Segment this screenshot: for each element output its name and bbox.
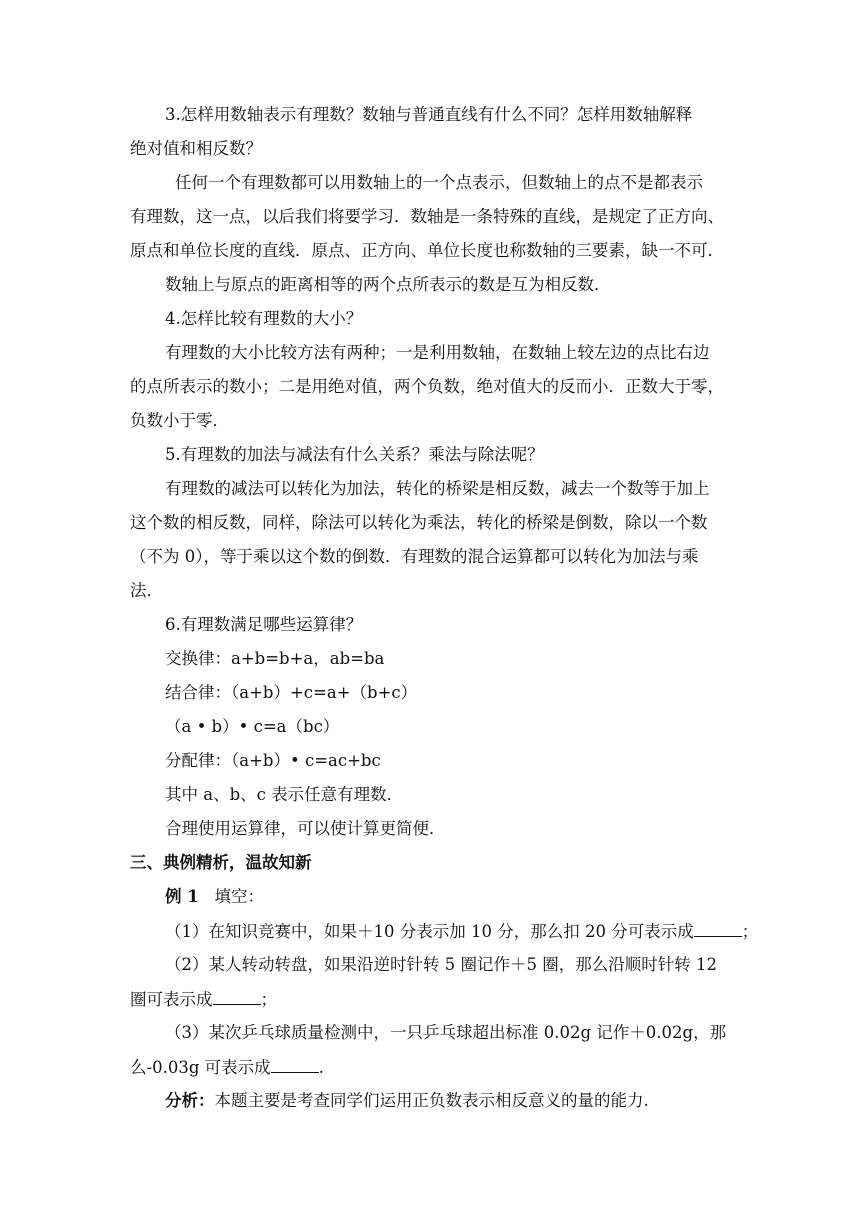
associative-law: 结合律：（a+b）+c=a+（b+c） bbox=[165, 683, 418, 702]
subquestion-2-text: 圈可表示成 bbox=[130, 990, 213, 1009]
answer-5-line-1: 有理数的减法可以转化为加法，转化的桥梁是相反数，减去一个数等于加上 bbox=[165, 479, 710, 498]
answer-4-line-2: 的点所表示的数小；二是用绝对值，两个负数，绝对值大的反而小．正数大于零， bbox=[130, 377, 724, 396]
answer-blank-2 bbox=[213, 988, 261, 1005]
subquestion-1 bbox=[165, 920, 765, 943]
question-3-line-2: 绝对值和相反数？ bbox=[130, 139, 262, 158]
example-1-text: 填空： bbox=[214, 887, 264, 906]
subquestion-2-end: ； bbox=[260, 990, 277, 1009]
answer-4-line-1: 有理数的大小比较方法有两种；一是利用数轴，在数轴上较左边的点比右边 bbox=[165, 343, 710, 362]
analysis-label: 分析： bbox=[165, 1091, 215, 1110]
answer-3-paragraph-2: 数轴上与原点的距离相等的两个点所表示的数是互为相反数． bbox=[165, 275, 611, 294]
law-note: 其中 a、b、c 表示任意有理数． bbox=[165, 785, 404, 804]
subquestion-1-end: ； bbox=[741, 922, 759, 941]
answer-4-line-3: 负数小于零． bbox=[130, 411, 229, 430]
question-3-line-1: 3.怎样用数轴表示有理数？数轴与普通直线有什么不同？怎样用数轴解释 bbox=[165, 105, 693, 124]
example-1-label: 例 1 bbox=[165, 887, 199, 906]
subquestion-2-line-1: （2）某人转动转盘，如果沿逆时针转 5 圈记作＋5 圈，那么沿顺时针转 12 bbox=[165, 955, 717, 974]
answer-3-paragraph-line-2: 有理数，这一点，以后我们将要学习．数轴是一条特殊的直线，是规定了正方向、 bbox=[130, 207, 724, 226]
answer-5-line-3: （不为 0），等于乘以这个数的倒数．有理数的混合运算都可以转化为加法与乘 bbox=[130, 547, 699, 566]
answer-3-paragraph-line-3: 原点和单位长度的直线．原点、正方向、单位长度也称数轴的三要素，缺一不可． bbox=[130, 241, 724, 260]
answer-blank-3 bbox=[271, 1056, 319, 1073]
subquestion-3-end: . bbox=[318, 1058, 324, 1077]
distributive-law: 分配律：（a+b）• c=ac+bc bbox=[165, 751, 381, 770]
subquestion-3-text: 么-0.03g 可表示成 bbox=[130, 1058, 271, 1077]
example-1 bbox=[165, 886, 765, 908]
commutative-law: 交换律：a+b=b+a，ab=ba bbox=[165, 649, 385, 668]
answer-3-paragraph-line-1: 任何一个有理数都可以用数轴上的一个点表示，但数轴上的点不是都表示 bbox=[175, 173, 703, 192]
answer-5-line-4: 法． bbox=[130, 581, 163, 600]
subquestion-2-line-2 bbox=[130, 988, 730, 1011]
subquestion-3-line-2 bbox=[130, 1056, 730, 1079]
answer-5-line-2: 这个数的相反数，同样，除法可以转化为乘法，转化的桥梁是倒数，除以一个数 bbox=[130, 513, 708, 532]
section-3-heading: 三、典例精析，温故知新 bbox=[130, 853, 312, 872]
law-usage-note: 合理使用运算律，可以使计算更简便． bbox=[165, 819, 446, 838]
question-5: 5.有理数的加法与减法有什么关系？乘法与除法呢？ bbox=[165, 445, 544, 464]
analysis bbox=[165, 1090, 765, 1112]
associative-law-multiplication: （a • b）• c=a（bc） bbox=[165, 717, 340, 736]
answer-blank-1 bbox=[694, 920, 742, 937]
question-4: 4.怎样比较有理数的大小？ bbox=[165, 309, 363, 328]
subquestion-1-text: （1）在知识竞赛中，如果＋10 分表示加 10 分，那么扣 20 分可表示成 bbox=[165, 922, 694, 941]
question-6: 6.有理数满足哪些运算律？ bbox=[165, 615, 363, 634]
analysis-text: 本题主要是考查同学们运用正负数表示相反意义的量的能力. bbox=[214, 1091, 649, 1110]
subquestion-3-line-1: （3）某次乒乓球质量检测中，一只乒乓球超出标准 0.02g 记作＋0.02g，那 bbox=[165, 1023, 727, 1042]
